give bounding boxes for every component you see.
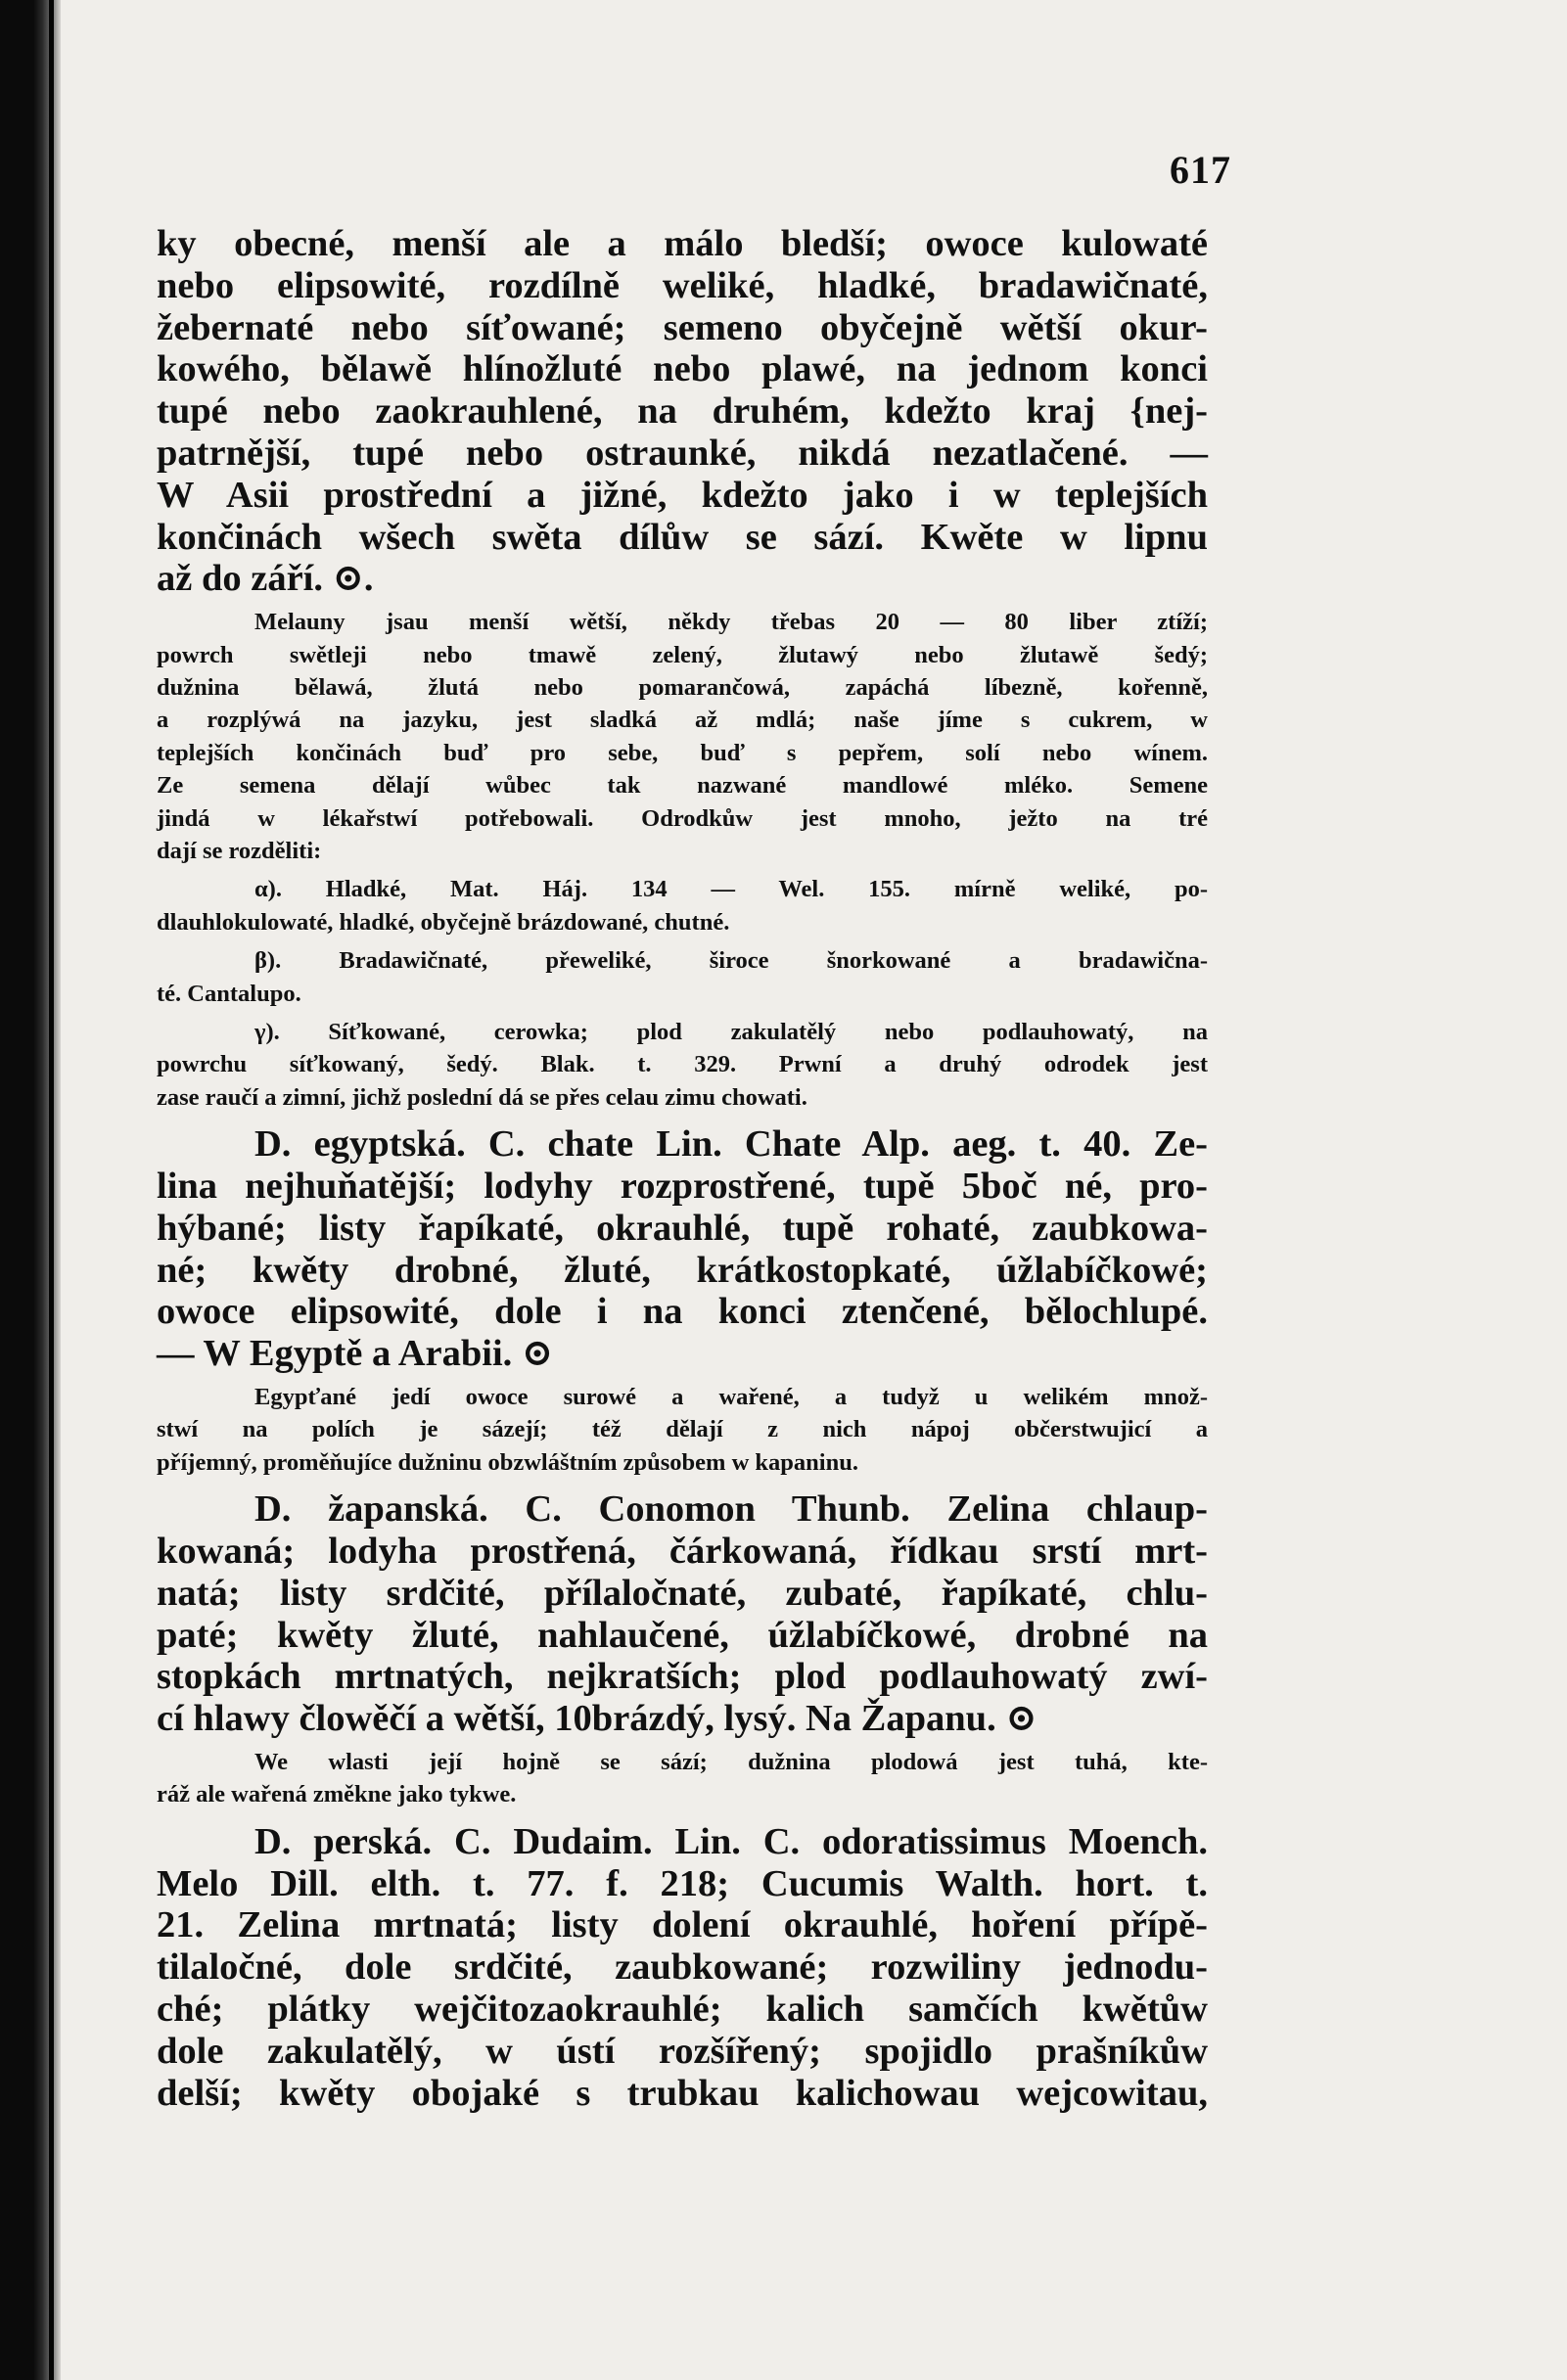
text-line: — W Egyptě a Arabii. ⊙ xyxy=(157,1333,554,1375)
paragraph-japanese-melon xyxy=(157,1488,1208,1740)
paragraph-variety-beta xyxy=(157,944,1208,1010)
text-line: ky obecné, menší ale a málo bledší; owoce kulowaté xyxy=(157,223,1208,264)
text-line: teplejších končinách buď pro sebe, buď s pepřem, solí nebo wínem. xyxy=(157,739,1208,766)
text-line: tupé nebo zaokrauhlené, na druhém, kdežto kraj {nej- xyxy=(157,390,1208,433)
text-line: Melo Dill. elth. t. 77. f. 218; Cucumis Walth. hort. t. xyxy=(157,1862,1208,1904)
paragraph-egyptian-notes xyxy=(157,1381,1208,1479)
text-line: β). Bradawičnaté, přeweliké, široce šnorkowané a bradawična- xyxy=(254,947,1208,975)
text-line: né; kwěty drobné, žluté, krátkostopkaté, úžlabíčkowé; xyxy=(157,1249,1208,1291)
text-line: jindá w lékařstwí potřebowali. Odrodkůw jest mnoho, ježto na tré xyxy=(157,804,1208,832)
text-line: a rozplýwá na jazyku, jest sladká až mdlá; naše jíme s cukrem, w xyxy=(157,707,1208,734)
text-line: té. Cantalupo. xyxy=(157,980,301,1007)
text-line: γ). Síťkowané, cerowka; plod zakulatělý nebo podlauhowatý, na xyxy=(254,1019,1208,1046)
text-line: zase raučí a zimní, jichž poslední dá se přes celau zimu chowati. xyxy=(157,1083,807,1111)
text-line: stwí na polích je sázejí; též dělají z nich nápoj občerstwujicí a xyxy=(157,1416,1208,1443)
paragraph-japanese-notes xyxy=(157,1746,1208,1811)
text-line: až do září. ⊙. xyxy=(157,558,374,600)
text-line: tilaločné, dole srdčité, zaubkowané; rozwiliny jednodu- xyxy=(157,1946,1208,1989)
text-line: dužnina bělawá, žlutá nebo pomarančowá, zapáchá líbezně, kořenně, xyxy=(157,673,1208,701)
text-line: hýbané; listy řapíkaté, okrauhlé, tupě rohaté, zaubkowa- xyxy=(157,1207,1208,1249)
text-line: dají se rozděliti: xyxy=(157,838,322,865)
text-line: owoce elipsowité, dole i na konci ztenčené, bělochlupé. xyxy=(157,1291,1208,1333)
text-line: příjemný, proměňujíce dužninu obzwláštním způsobem w kapaninu. xyxy=(157,1448,858,1476)
text-line: Ze semena dělají wůbec tak nazwané mandlowé mléko. Semene xyxy=(157,772,1208,800)
text-line: Melauny jsau menší wětší, někdy třebas 20 — 80 liber ztíží; xyxy=(254,609,1208,636)
page-number: 617 xyxy=(1170,148,1231,192)
paragraph-egyptian-melon xyxy=(157,1123,1208,1375)
paragraph-persian-melon xyxy=(157,1821,1208,2115)
text-line: patrnější, tupé nebo ostraunké, nikdá nezatlačené. — xyxy=(157,432,1208,474)
text-line: D. egyptská. C. chate Lin. Chate Alp. aeg. t. 40. Ze- xyxy=(254,1123,1208,1166)
text-line: končinách wšech swěta dílůw se sází. Kwěte w lipnu xyxy=(157,516,1208,558)
text-line: D. žapanská. C. Conomon Thunb. Zelina chlaup- xyxy=(254,1488,1208,1531)
binding-edge xyxy=(49,0,54,2380)
paragraph-variety-alpha xyxy=(157,873,1208,938)
text-line: ráž ale wařená změkne jako tykwe. xyxy=(157,1781,517,1808)
page-body xyxy=(157,223,1208,2114)
text-line: cí hlawy člowěčí a wětší, 10brázdý, lysý. Na Žapanu. ⊙ xyxy=(157,1698,1037,1740)
text-line: α). Hladké, Mat. Háj. 134 — Wel. 155. mírně weliké, po- xyxy=(254,876,1208,903)
paragraph-melon-notes xyxy=(157,606,1208,867)
text-line: 21. Zelina mrtnatá; listy dolení okrauhlé, hoření přípě- xyxy=(157,1904,1208,1946)
text-line: Egypťané jedí owoce surowé a wařené, a tudyž u welikém množ- xyxy=(254,1384,1208,1411)
text-line: kowého, bělawě hlínožluté nebo plawé, na jednom konci xyxy=(157,348,1208,390)
paragraph-melon-description xyxy=(157,223,1208,600)
text-line: žebernaté nebo síťowané; semeno obyčejně wětší okur- xyxy=(157,306,1208,348)
text-line: D. perská. C. Dudaim. Lin. C. odoratissimus Moench. xyxy=(254,1820,1208,1862)
text-line: dole zakulatělý, w ústí rozšířený; spojidlo prašníkůw xyxy=(157,2030,1208,2072)
text-line: nebo elipsowité, rozdílně weliké, hladké, bradawičnaté, xyxy=(157,264,1208,306)
text-line: W Asii prostřední a jižné, kdežto jako i w teplejších xyxy=(157,474,1208,516)
text-line: lina nejhuňatější; lodyhy rozprostřené, tupě 5boč né, pro- xyxy=(157,1166,1208,1208)
text-line: delší; kwěty obojaké s trubkau kalichowau wejcowitau, xyxy=(157,2072,1208,2114)
text-line: powrchu síťkowaný, šedý. Blak. t. 329. Prwní a druhý odrodek jest xyxy=(157,1051,1208,1078)
text-line: dlauhlokulowaté, hladké, obyčejně brázdowané, chutné. xyxy=(157,908,730,936)
text-line: kowaná; lodyha prostřená, čárkowaná, řídkau srstí mrt- xyxy=(157,1531,1208,1573)
text-line: paté; kwěty žluté, nahlaučené, úžlabíčkowé, drobné na xyxy=(157,1614,1208,1656)
text-line: ché; plátky wejčitozaokrauhlé; kalich samčích kwětůw xyxy=(157,1989,1208,2031)
text-line: powrch swětleji nebo tmawě zelený, žlutawý nebo žlutawě šedý; xyxy=(157,641,1208,668)
paragraph-variety-gamma xyxy=(157,1016,1208,1114)
text-line: We wlasti její hojně se sází; dužnina plodowá jest tuhá, kte- xyxy=(254,1749,1208,1776)
text-line: stopkách mrtnatých, nejkratších; plod podlauhowatý zwí- xyxy=(157,1656,1208,1698)
text-line: natá; listy srdčité, přílaločnaté, zubaté, řapíkaté, chlu- xyxy=(157,1572,1208,1614)
